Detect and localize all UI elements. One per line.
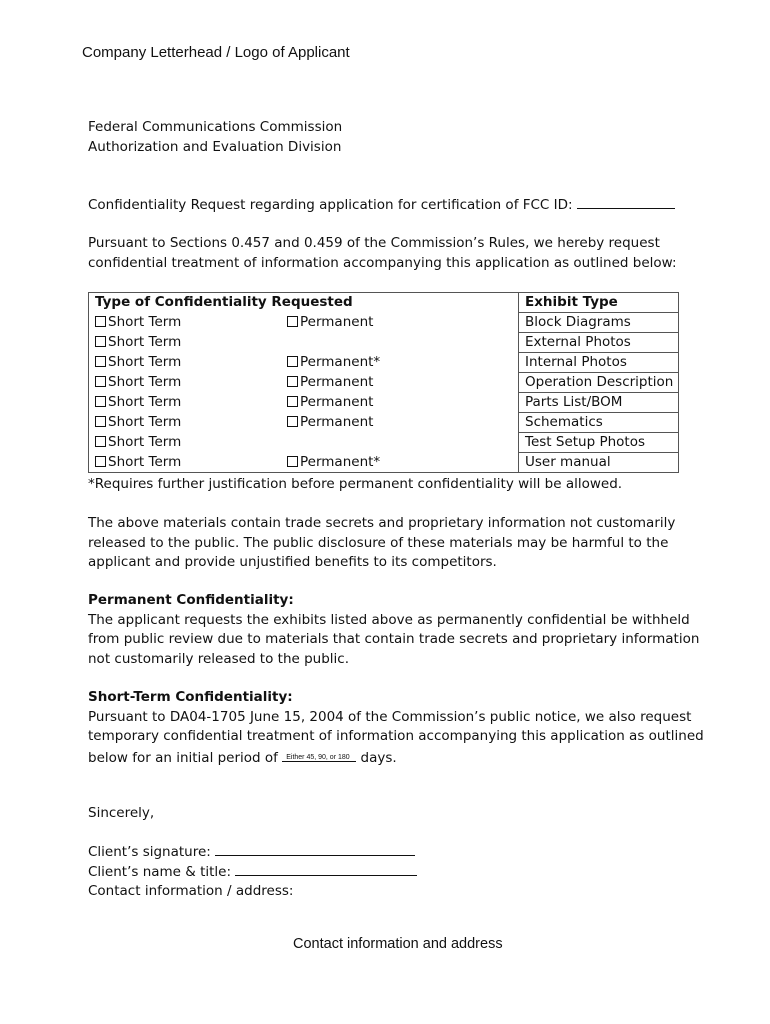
exhibit-type: User manual <box>519 453 679 473</box>
pursuant-line2: confidential treatment of information accompanying this application as outlined below: <box>88 254 677 271</box>
pursuant-paragraph <box>88 234 677 273</box>
signature-field[interactable] <box>215 843 415 856</box>
permanent-checkbox[interactable] <box>287 416 298 427</box>
permanent-line3: not customarily released to the public. <box>88 650 350 667</box>
table-row <box>89 353 679 373</box>
short-term-checkbox[interactable] <box>95 316 106 327</box>
permanent-empty-cell <box>281 333 519 353</box>
signature-row <box>88 843 417 863</box>
short-term-label: Short Term <box>108 354 182 370</box>
exhibit-type: Schematics <box>519 413 679 433</box>
period-field[interactable] <box>282 747 356 762</box>
addressee-line1: Federal Communications Commission <box>88 119 343 135</box>
permanent-line1: The applicant requests the exhibits listed above as permanently confidential be withheld <box>88 611 690 628</box>
trade-secrets-line2: released to the public. The public disclosure of these materials may be harmful to the <box>88 534 669 551</box>
table-row <box>89 413 679 433</box>
short-term-checkbox[interactable] <box>95 436 106 447</box>
permanent-checkbox[interactable] <box>287 396 298 407</box>
short-term-checkbox[interactable] <box>95 376 106 387</box>
table-row <box>89 333 679 353</box>
table-row <box>89 433 679 453</box>
short-term-label: Short Term <box>108 374 182 390</box>
signature-block <box>88 843 417 902</box>
addressee-block <box>88 118 342 157</box>
name-title-row <box>88 863 417 883</box>
closing: Sincerely, <box>88 805 155 821</box>
permanent-label: Permanent* <box>300 453 381 470</box>
permanent-label: Permanent* <box>300 354 381 370</box>
pursuant-line1: Pursuant to Sections 0.457 and 0.459 of the Commission’s Rules, we hereby request <box>88 235 660 251</box>
permanent-label: Permanent <box>300 314 374 330</box>
permanent-checkbox[interactable] <box>287 376 298 387</box>
short-term-label: Short Term <box>108 334 182 350</box>
period-days-label: days. <box>360 749 397 766</box>
permanent-checkbox[interactable] <box>287 456 298 467</box>
permanent-heading: Permanent Confidentiality: <box>88 592 294 608</box>
table-row <box>89 373 679 393</box>
addressee-line2: Authorization and Evaluation Division <box>88 138 342 155</box>
short-term-label: Short Term <box>108 314 182 330</box>
fcc-id-field[interactable] <box>577 196 675 209</box>
trade-secrets-line1: The above materials contain trade secrets and proprietary information not customarily <box>88 515 676 531</box>
short-term-checkbox[interactable] <box>95 416 106 427</box>
fcc-id-request-line <box>88 196 675 216</box>
table-row <box>89 313 679 333</box>
short-term-line3 <box>88 747 704 769</box>
exhibit-type: External Photos <box>519 333 679 353</box>
header-type: Type of Confidentiality Requested <box>89 293 519 313</box>
short-term-line1: Pursuant to DA04-1705 June 15, 2004 of the Commission’s public notice, we also request <box>88 708 692 725</box>
short-term-section <box>88 688 704 768</box>
name-title-label: Client’s name & title: <box>88 863 232 880</box>
fcc-id-label: Confidentiality Request regarding application for certification of FCC ID: <box>88 197 573 213</box>
permanent-label: Permanent <box>300 374 374 390</box>
short-term-checkbox[interactable] <box>95 356 106 367</box>
exhibit-type: Internal Photos <box>519 353 679 373</box>
permanent-empty-cell <box>281 433 519 453</box>
short-term-heading: Short-Term Confidentiality: <box>88 689 293 705</box>
name-title-field[interactable] <box>235 863 417 876</box>
trade-secrets-paragraph <box>88 514 675 573</box>
short-term-checkbox[interactable] <box>95 456 106 467</box>
permanent-checkbox[interactable] <box>287 316 298 327</box>
short-term-checkbox[interactable] <box>95 336 106 347</box>
period-label: below for an initial period of <box>88 749 278 766</box>
short-term-line2: temporary confidential treatment of information accompanying this application as outlined <box>88 728 704 744</box>
table-row <box>89 453 679 473</box>
contact-footer-placeholder: Contact information and address <box>293 936 503 952</box>
permanent-label: Permanent <box>300 414 374 430</box>
exhibit-type: Parts List/BOM <box>519 393 679 413</box>
permanent-section <box>88 591 699 669</box>
header-exhibit: Exhibit Type <box>519 293 679 313</box>
short-term-label: Short Term <box>108 394 182 410</box>
short-term-label: Short Term <box>108 453 182 470</box>
exhibit-type: Block Diagrams <box>519 313 679 333</box>
signature-label: Client’s signature: <box>88 844 211 860</box>
exhibit-type: Operation Description <box>519 373 679 393</box>
confidentiality-table <box>88 292 679 473</box>
permanent-label: Permanent <box>300 394 374 410</box>
table-footnote: *Requires further justification before permanent confidentiality will be allowed. <box>88 476 623 492</box>
period-hint: Either 45, 90, or 180 <box>286 753 350 761</box>
short-term-label: Short Term <box>108 414 182 430</box>
table-row <box>89 393 679 413</box>
letterhead-placeholder: Company Letterhead / Logo of Applicant <box>82 44 350 61</box>
trade-secrets-line3: applicant and provide unjustified benefits to its competitors. <box>88 554 497 570</box>
permanent-line2: from public review due to materials that contain trade secrets and proprietary information <box>88 631 700 647</box>
permanent-checkbox[interactable] <box>287 356 298 367</box>
short-term-label: Short Term <box>108 434 182 450</box>
table-header-row <box>89 293 679 313</box>
exhibit-type: Test Setup Photos <box>519 433 679 453</box>
contact-label: Contact information / address: <box>88 883 294 899</box>
short-term-checkbox[interactable] <box>95 396 106 407</box>
